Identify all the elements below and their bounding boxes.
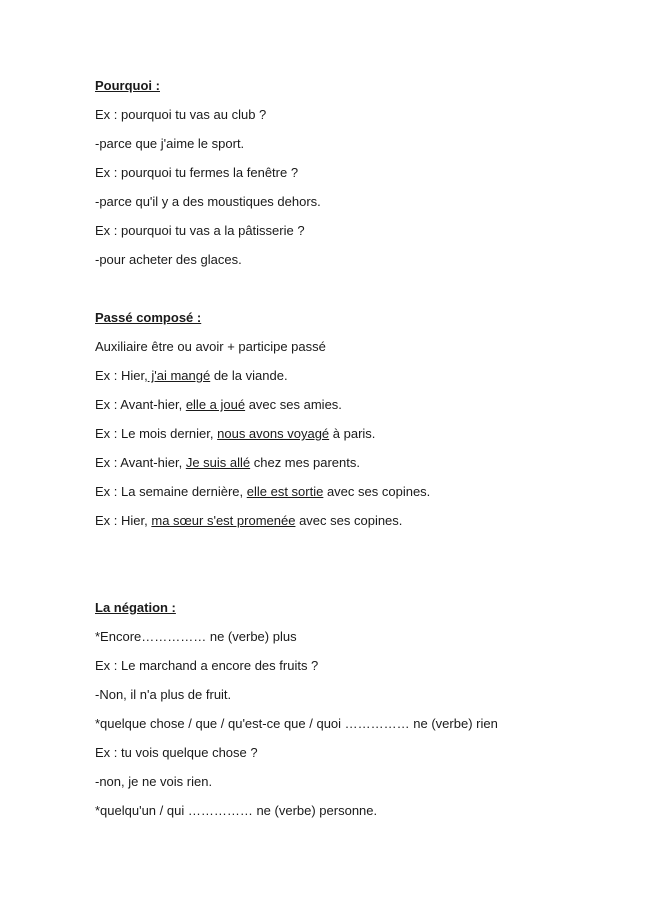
- verb-underlined: Je suis allé: [185, 455, 251, 470]
- example-suffix: chez mes parents.: [250, 455, 360, 470]
- example-suffix: de la viande.: [210, 368, 288, 383]
- section-title-pourquoi: Pourquoi :: [95, 78, 160, 93]
- example-suffix: avec ses copines.: [323, 484, 431, 499]
- verb-underlined: ma sœur s'est promenée: [151, 513, 296, 528]
- text-line: *quelqu'un / qui …………… ne (verbe) personne.: [95, 803, 378, 818]
- verb-underlined: elle a joué: [185, 397, 246, 412]
- verb-underlined: j'ai mangé: [147, 368, 211, 383]
- example-prefix: Ex : Hier,: [95, 513, 152, 528]
- section-title-passe-compose: Passé composé :: [95, 310, 202, 325]
- verb-underlined: elle est sortie: [246, 484, 324, 499]
- text-line: Ex : pourquoi tu vas a la pâtisserie ?: [95, 223, 305, 238]
- example-prefix: Ex : Le mois dernier,: [95, 426, 218, 441]
- text-line: -Non, il n'a plus de fruit.: [95, 687, 232, 702]
- section-title-negation: La négation :: [95, 600, 176, 615]
- example-line: [95, 397, 342, 413]
- text-line: -non, je ne vois rien.: [95, 774, 213, 789]
- text-line: -parce qu'il y a des moustiques dehors.: [95, 194, 321, 209]
- example-suffix: avec ses copines.: [295, 513, 403, 528]
- example-prefix: Ex : Avant-hier,: [95, 455, 186, 470]
- text-line: Ex : tu vois quelque chose ?: [95, 745, 258, 760]
- example-line: [95, 455, 360, 471]
- example-suffix: à paris.: [329, 426, 376, 441]
- text-line: *quelque chose / que / qu'est-ce que / quoi …………… ne (verbe) rien: [95, 716, 498, 731]
- example-line: [95, 513, 402, 529]
- text-line: *Encore…………… ne (verbe) plus: [95, 629, 297, 644]
- example-line: [95, 368, 288, 384]
- example-line: [95, 484, 430, 500]
- text-line: -pour acheter des glaces.: [95, 252, 242, 267]
- rule-line: Auxiliaire être ou avoir + participe passé: [95, 339, 326, 354]
- example-suffix: avec ses amies.: [245, 397, 342, 412]
- verb-underlined: nous avons voyagé: [217, 426, 330, 441]
- example-prefix: Ex : Hier,: [95, 368, 148, 383]
- text-line: Ex : Le marchand a encore des fruits ?: [95, 658, 319, 673]
- text-line: Ex : pourquoi tu fermes la fenêtre ?: [95, 165, 299, 180]
- example-prefix: Ex : La semaine dernière,: [95, 484, 247, 499]
- text-line: -parce que j'aime le sport.: [95, 136, 245, 151]
- example-line: [95, 426, 375, 442]
- example-prefix: Ex : Avant-hier,: [95, 397, 186, 412]
- text-line: Ex : pourquoi tu vas au club ?: [95, 107, 267, 122]
